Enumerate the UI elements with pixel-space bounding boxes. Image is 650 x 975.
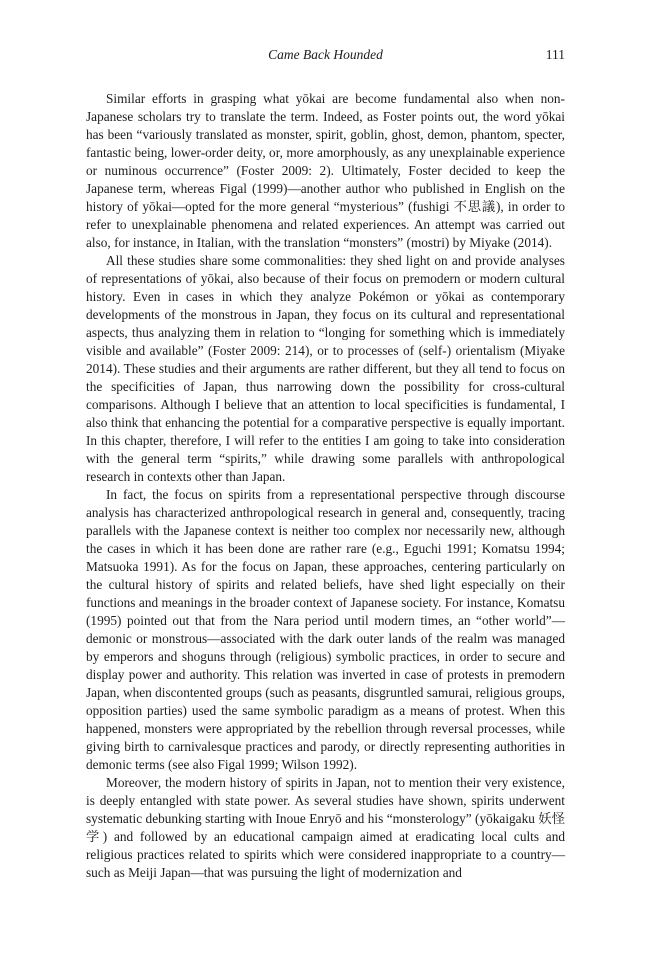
running-title: Came Back Hounded [268,47,383,62]
body-text [86,90,565,882]
paragraph-2: All these studies share some commonalities: they shed light on and provide analyses of representations of yōkai, also because of their focus on premodern or modern cultural history. Even in cases in which they analyze Pokémon or yōkai as contemporary developments of the monstrous in Japan, they focus on its cultural and representational aspects, thus analyzing them in relation to “longing for something which is immediately visible and available” (Foster 2009: 214), or to processes of (self-) orientalism (Miyake 2014). These studies and their arguments are rather different, but they all tend to focus on the specificities of Japan, thus narrowing down the possibility for cross-cultural comparisons. Although I believe that an attention to local specificities is fundamental, I also think that enhancing the potential for a comparative perspective is equally important. In this chapter, therefore, I will refer to the entities I am going to take into consideration with the general term “spirits,” while drawing some parallels with anthropological research in contexts other than Japan. [86,253,565,484]
paragraph-4: Moreover, the modern history of spirits in Japan, not to mention their very existence, is deeply entangled with state power. As several studies have shown, spirits underwent systematic debunking starting with Inoue Enryō and his “monsterology” (yōkaigaku 妖怪学) and followed by an educational campaign aimed at eradicating local cults and religious practices related to spirits which were considered inappropriate to a country—such as Meiji Japan—that was pursuing the light of modernization and [86,775,565,880]
running-header [86,46,565,66]
paragraph-3: In fact, the focus on spirits from a representational perspective through discourse analysis has characterized anthropological research in general and, consequently, tracing parallels with the Japanese context is neither too complex nor necessarily new, although the cases in which it has been done are rather rare (e.g., Eguchi 1991; Komatsu 1994; Matsuoka 1991). As for the focus on Japan, these approaches, centering particularly on the cultural history of spirits and related beliefs, have shed light especially on their functions and meanings in the broader context of Japanese society. For instance, Komatsu (1995) pointed out that from the Nara period until modern times, an “other world”—demonic or monstrous—associated with the dark outer lands of the realm was managed by emperors and shoguns through (religious) symbolic practices, in order to secure and display power and authority. This relation was inverted in case of protests in premodern Japan, when discontented groups (such as peasants, disgruntled samurai, religious groups, opposition parties) used the same symbolic paradigm as a means of protest. When this happened, monsters were appropriated by the rebellion through reversal processes, while giving birth to carnivalesque practices and parody, or directly representing authorities in demonic terms (see also Figal 1999; Wilson 1992). [86,487,565,772]
page-number: 111 [545,47,565,62]
paragraph-1: Similar efforts in grasping what yōkai are become fundamental also when non-Japanese scholars try to translate the term. Indeed, as Foster points out, the word yōkai has been “variously translated as monster, spirit, goblin, ghost, demon, phantom, specter, fantastic being, lower-order deity, or, more amorphously, as any unexplainable experience or numinous occurrence” (Foster 2009: 2). Ultimately, Foster decided to keep the Japanese term, whereas Figal (1999)—another author who published in English on the history of yōkai—opted for the more general “mysterious” (fushigi 不思議), in order to refer to unexplainable phenomena and related experiences. An attempt was carried out also, for instance, in Italian, with the translation “monsters” (mostri) by Miyake (2014). [86,91,565,250]
